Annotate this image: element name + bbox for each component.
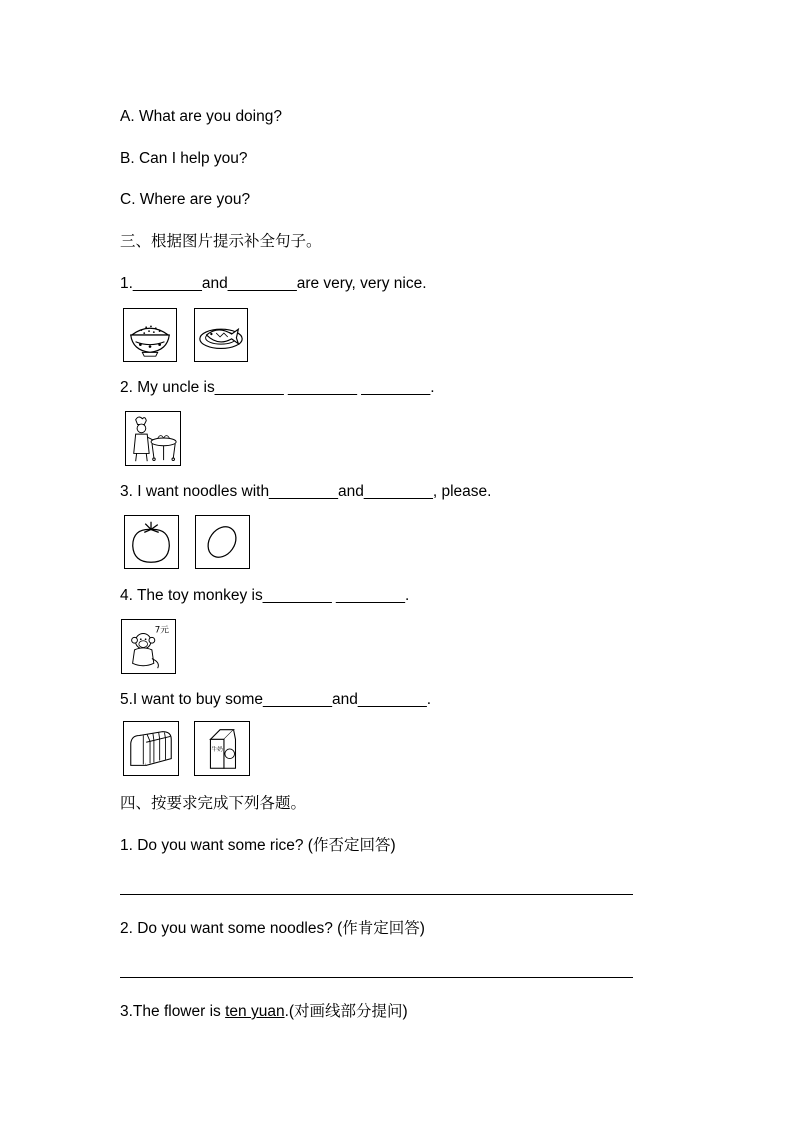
s4-q3-prefix: 3.The flower is <box>120 1003 226 1020</box>
s3-question-4: 4. The toy monkey is________ ________. <box>120 587 410 604</box>
section3-heading: 三、根据图片提示补全句子。 <box>120 233 322 250</box>
s4-question-2: 2. Do you want some noodles? (作肯定回答) <box>120 920 425 937</box>
s3-question-1: 1.________and________are very, very nice. <box>120 275 427 292</box>
milk-carton-icon <box>194 721 250 776</box>
milk-label-text: 牛奶 <box>211 746 223 753</box>
option-b: B. Can I help you? <box>120 150 248 167</box>
s4-question-1: 1. Do you want some rice? (作否定回答) <box>120 837 396 854</box>
price-tag-text: 7元 <box>154 625 169 636</box>
cook-icon <box>125 411 181 466</box>
answer-line-2[interactable] <box>120 977 633 978</box>
s4-question-3 <box>120 1002 408 1022</box>
rice-bowl-icon <box>123 308 177 362</box>
answer-line-1[interactable] <box>120 894 633 895</box>
option-c: C. Where are you? <box>120 191 251 208</box>
s3-question-2: 2. My uncle is________ ________ ________. <box>120 379 435 396</box>
s4-q3-suffix: .(对画线部分提问) <box>284 1003 408 1020</box>
tomato-icon <box>124 515 179 569</box>
section4-heading: 四、按要求完成下列各题。 <box>120 795 307 812</box>
monkey-toy-icon <box>121 619 176 674</box>
option-a: A. What are you doing? <box>120 108 282 125</box>
s4-q3-underlined: ten yuan <box>225 1003 285 1020</box>
bread-icon <box>123 721 179 776</box>
s3-question-5: 5.I want to buy some________and________. <box>120 691 432 708</box>
egg-icon <box>195 515 250 569</box>
fish-plate-icon <box>194 308 248 362</box>
s3-question-3: 3. I want noodles with________and________, please. <box>120 483 492 500</box>
